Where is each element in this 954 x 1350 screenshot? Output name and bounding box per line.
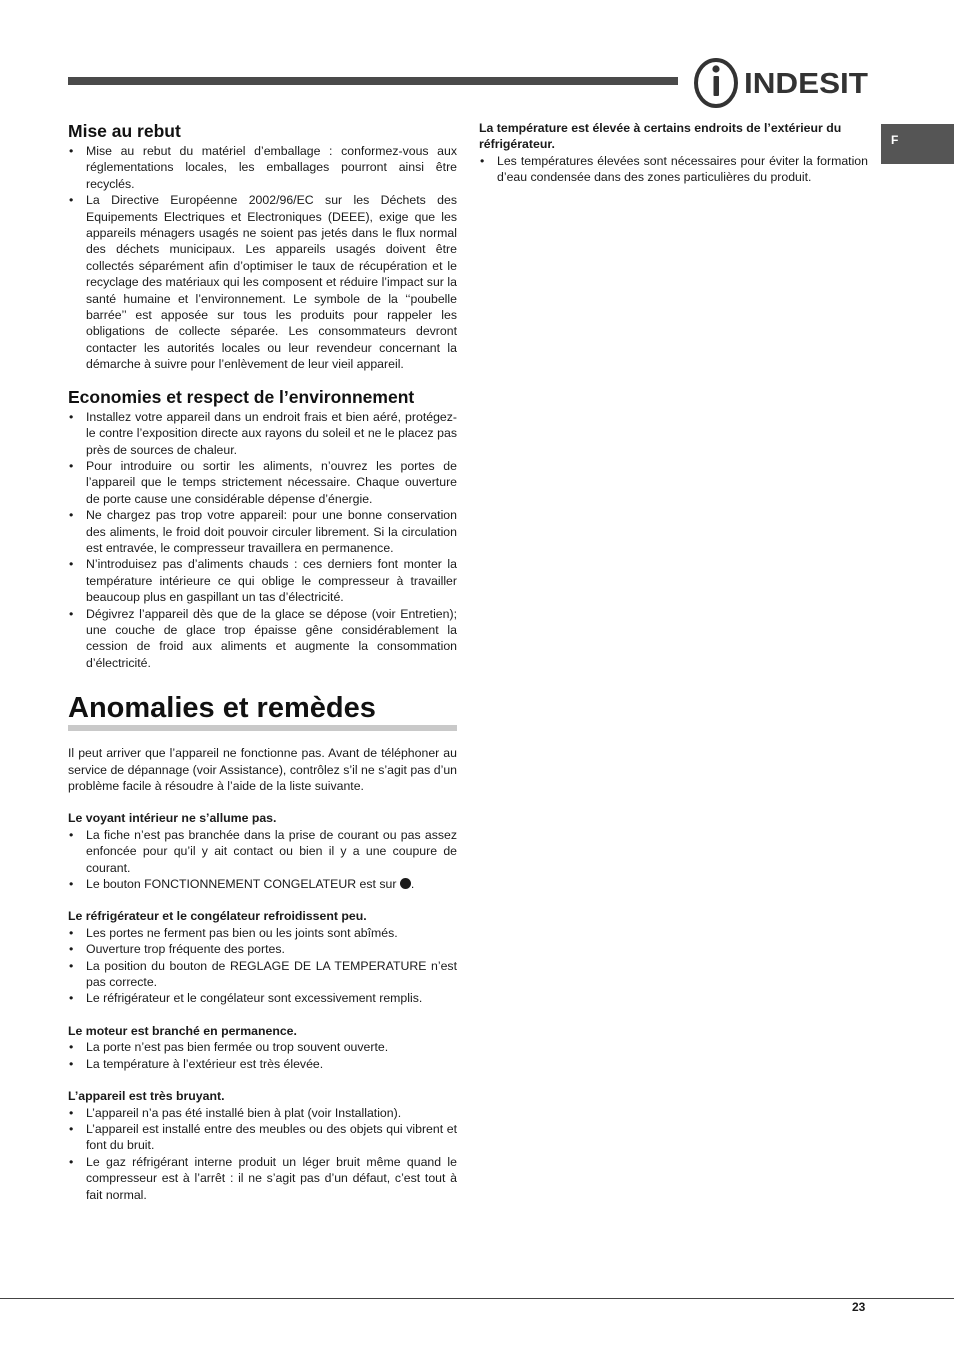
- list-item: • La température à l’extérieur est très élevée.: [68, 1056, 457, 1072]
- group-heading: L’appareil est très bruyant.: [68, 1089, 225, 1104]
- page-title-anomalies: Anomalies et remèdes: [68, 691, 457, 731]
- list-item: • La Directive Européenne 2002/96/EC sur les Déchets des Equipements Electriques et Electroniques (DEEE), exige que les appareils ménagers usagés ne soient pas jetés dans le flux normal des déchets municipaux. Les appareils usagés doivent être collectés séparément afin d’optimiser le taux de récupération et le recyclage des matériaux qui les composent et réduire l’impact sur la santé humaine et l’environnement. Le symbole de la ‘‘poubelle barrée’’ est apposée sur tous les produits pour rappeler les obligations de collecte séparée. Les consommateurs devront contacter les autorités locales ou leur revendeur concernant la démarche à suivre pour l’enlèvement de leur vieil appareil.: [68, 192, 457, 372]
- list-item: • L’appareil n’a pas été installé bien à plat (voir Installation).: [68, 1105, 457, 1121]
- page-number: 23: [852, 1300, 866, 1314]
- list-item: [68, 876, 457, 892]
- list-item-suffix: .: [410, 877, 415, 892]
- list-item: • Ne chargez pas trop votre appareil: pour une bonne conservation des aliments, le froid doit pouvoir circuler librement. Si la circulation est entravée, le compresseur travaillera en permanence.: [68, 507, 457, 556]
- list-item: • Le réfrigérateur et le congélateur sont excessivement remplis.: [68, 990, 457, 1006]
- anomalies-intro: Il peut arriver que l’appareil ne fonctionne pas. Avant de téléphoner au service de dépannage (voir Assistance), contrôlez s’il ne s’agit pas d’un problème facile à résoudre à l’aide de la liste suivante.: [68, 746, 457, 793]
- list-item: • Ouverture trop fréquente des portes.: [68, 941, 457, 957]
- group-list: [68, 1105, 457, 1203]
- list-item: • Installez votre appareil dans un endroit frais et bien aéré, protégez-le contre l’exposition directe aux rayons du soleil et ne le placez pas près de sources de chaleur.: [68, 409, 457, 458]
- list-item: • Mise au rebut du matériel d’emballage : conformez-vous aux réglementations locales, les emballages pourront ainsi être recyclés.: [68, 143, 457, 192]
- group-heading: Le moteur est branché en permanence.: [68, 1023, 297, 1038]
- list-item: • La fiche n’est pas branchée dans la prise de courant ou pas assez enfoncée pour qu’il y ait contact ou bien il y a une coupure de courant.: [68, 827, 457, 876]
- section-title-economies: Economies et respect de l’environnement: [68, 386, 415, 407]
- group-list: [68, 925, 457, 1007]
- group-list: [479, 153, 868, 186]
- group-list: [68, 827, 457, 893]
- section-title-mise-au-rebut: Mise au rebut: [68, 121, 181, 141]
- list-mise-au-rebut: [68, 143, 457, 373]
- list-item: • Les portes ne ferment pas bien ou les joints sont abîmés.: [68, 925, 457, 941]
- language-tab: [881, 124, 954, 164]
- language-tab-label: F: [891, 133, 899, 147]
- list-item: • N’introduisez pas d’aliments chauds : ces derniers font monter la température intérieure ce qui oblige le compresseur à travailler beaucoup plus en gaspillant un tas d’électricité.: [68, 556, 457, 605]
- right-column: [479, 120, 868, 186]
- group-list: [68, 1039, 457, 1072]
- list-item: • Pour introduire ou sortir les aliments, n’ouvrez les portes de l’appareil que le temps strictement nécessaire. Chaque ouverture de porte cause une considérable dépense d’énergie.: [68, 458, 457, 507]
- group-heading: Le voyant intérieur ne s’allume pas.: [68, 811, 277, 826]
- list-item: • La porte n’est pas bien fermée ou trop souvent ouverte.: [68, 1039, 457, 1055]
- list-item: • L’appareil est installé entre des meubles ou des objets qui vibrent et font du bruit.: [68, 1121, 457, 1154]
- indesit-logo: [692, 56, 872, 108]
- left-column: [68, 120, 457, 1203]
- list-item-text: Le bouton FONCTIONNEMENT CONGELATEUR est sur: [86, 877, 397, 892]
- filled-circle-icon: [400, 878, 411, 889]
- list-item: • Les températures élevées sont nécessaires pour éviter la formation d’eau condensée dans des zones particulières du produit.: [479, 153, 868, 186]
- list-economies: [68, 409, 457, 672]
- list-item: • Le gaz réfrigérant interne produit un léger bruit même quand le compresseur est à l’arrêt : il ne s’agit pas d’un défaut, c’est tout à fait normal.: [68, 1154, 457, 1203]
- group-heading: La température est élevée à certains endroits de l’extérieur du réfrigérateur.: [479, 121, 842, 152]
- brand-wordmark: INDESIT: [744, 68, 869, 100]
- list-item: • La position du bouton de REGLAGE DE LA TEMPERATURE n’est pas correcte.: [68, 958, 457, 991]
- list-item: • Dégivrez l’appareil dès que de la glace se dépose (voir Entretien); une couche de glace trop épaisse gêne considérablement la cession de froid aux aliments et augmente la consommation d’électricité.: [68, 606, 457, 672]
- header-rule: [68, 77, 678, 85]
- footer-rule: [0, 1298, 954, 1299]
- group-heading: Le réfrigérateur et le congélateur refroidissent peu.: [68, 909, 367, 924]
